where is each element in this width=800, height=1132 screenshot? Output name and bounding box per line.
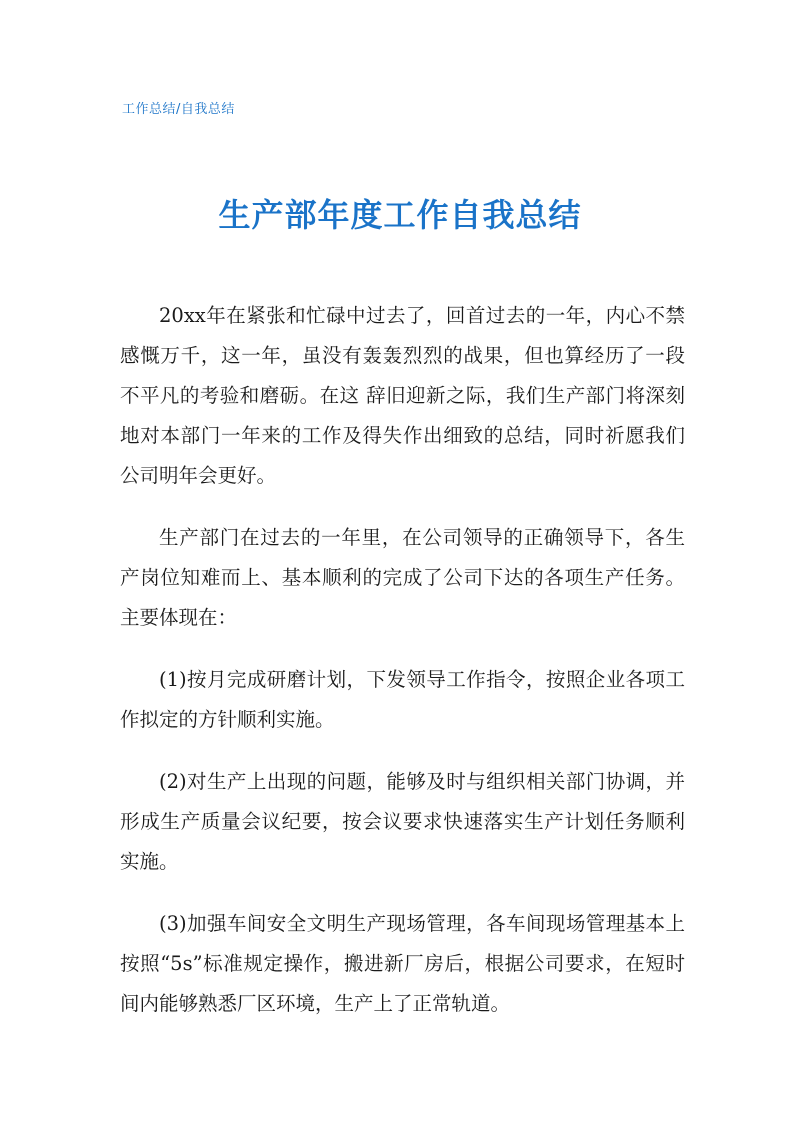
page-title: 生产部年度工作自我总结 xyxy=(218,196,582,234)
document-body xyxy=(120,296,685,1046)
paragraph-item-2: (2)对生产上出现的问题，能够及时与组织相关部门协调，并形成生产质量会议纪要，按会议要求快速落实生产计划任务顺利实施。 xyxy=(120,770,685,873)
paragraph-item-1: (1)按月完成研磨计划，下发领导工作指令，按照企业各项工作拟定的方针顺利实施。 xyxy=(120,668,685,731)
paragraph-item-3: (3)加强车间安全文明生产现场管理，各车间现场管理基本上按照“5s”标准规定操作，搬进新厂房后，根据公司要求，在短时间内能够熟悉厂区环境，生产上了正常轨道。 xyxy=(120,912,685,1015)
paragraph-intro: 20xx年在紧张和忙碌中过去了，回首过去的一年，内心不禁感慨万千，这一年，虽没有轰轰烈烈的战果，但也算经历了一段不平凡的考验和磨砺。在这 辞旧迎新之际，我们生产部门将深刻地对本部门一年来的工作及得失作出细致的总结，同时祈愿我们公司明年会更好。 xyxy=(120,304,685,487)
breadcrumb[interactable]: 工作总结/自我总结 xyxy=(122,102,235,117)
paragraph-summary: 生产部门在过去的一年里，在公司领导的正确领导下，各生产岗位知难而上、基本顺利的完成了公司下达的各项生产任务。主要体现在： xyxy=(120,526,685,629)
